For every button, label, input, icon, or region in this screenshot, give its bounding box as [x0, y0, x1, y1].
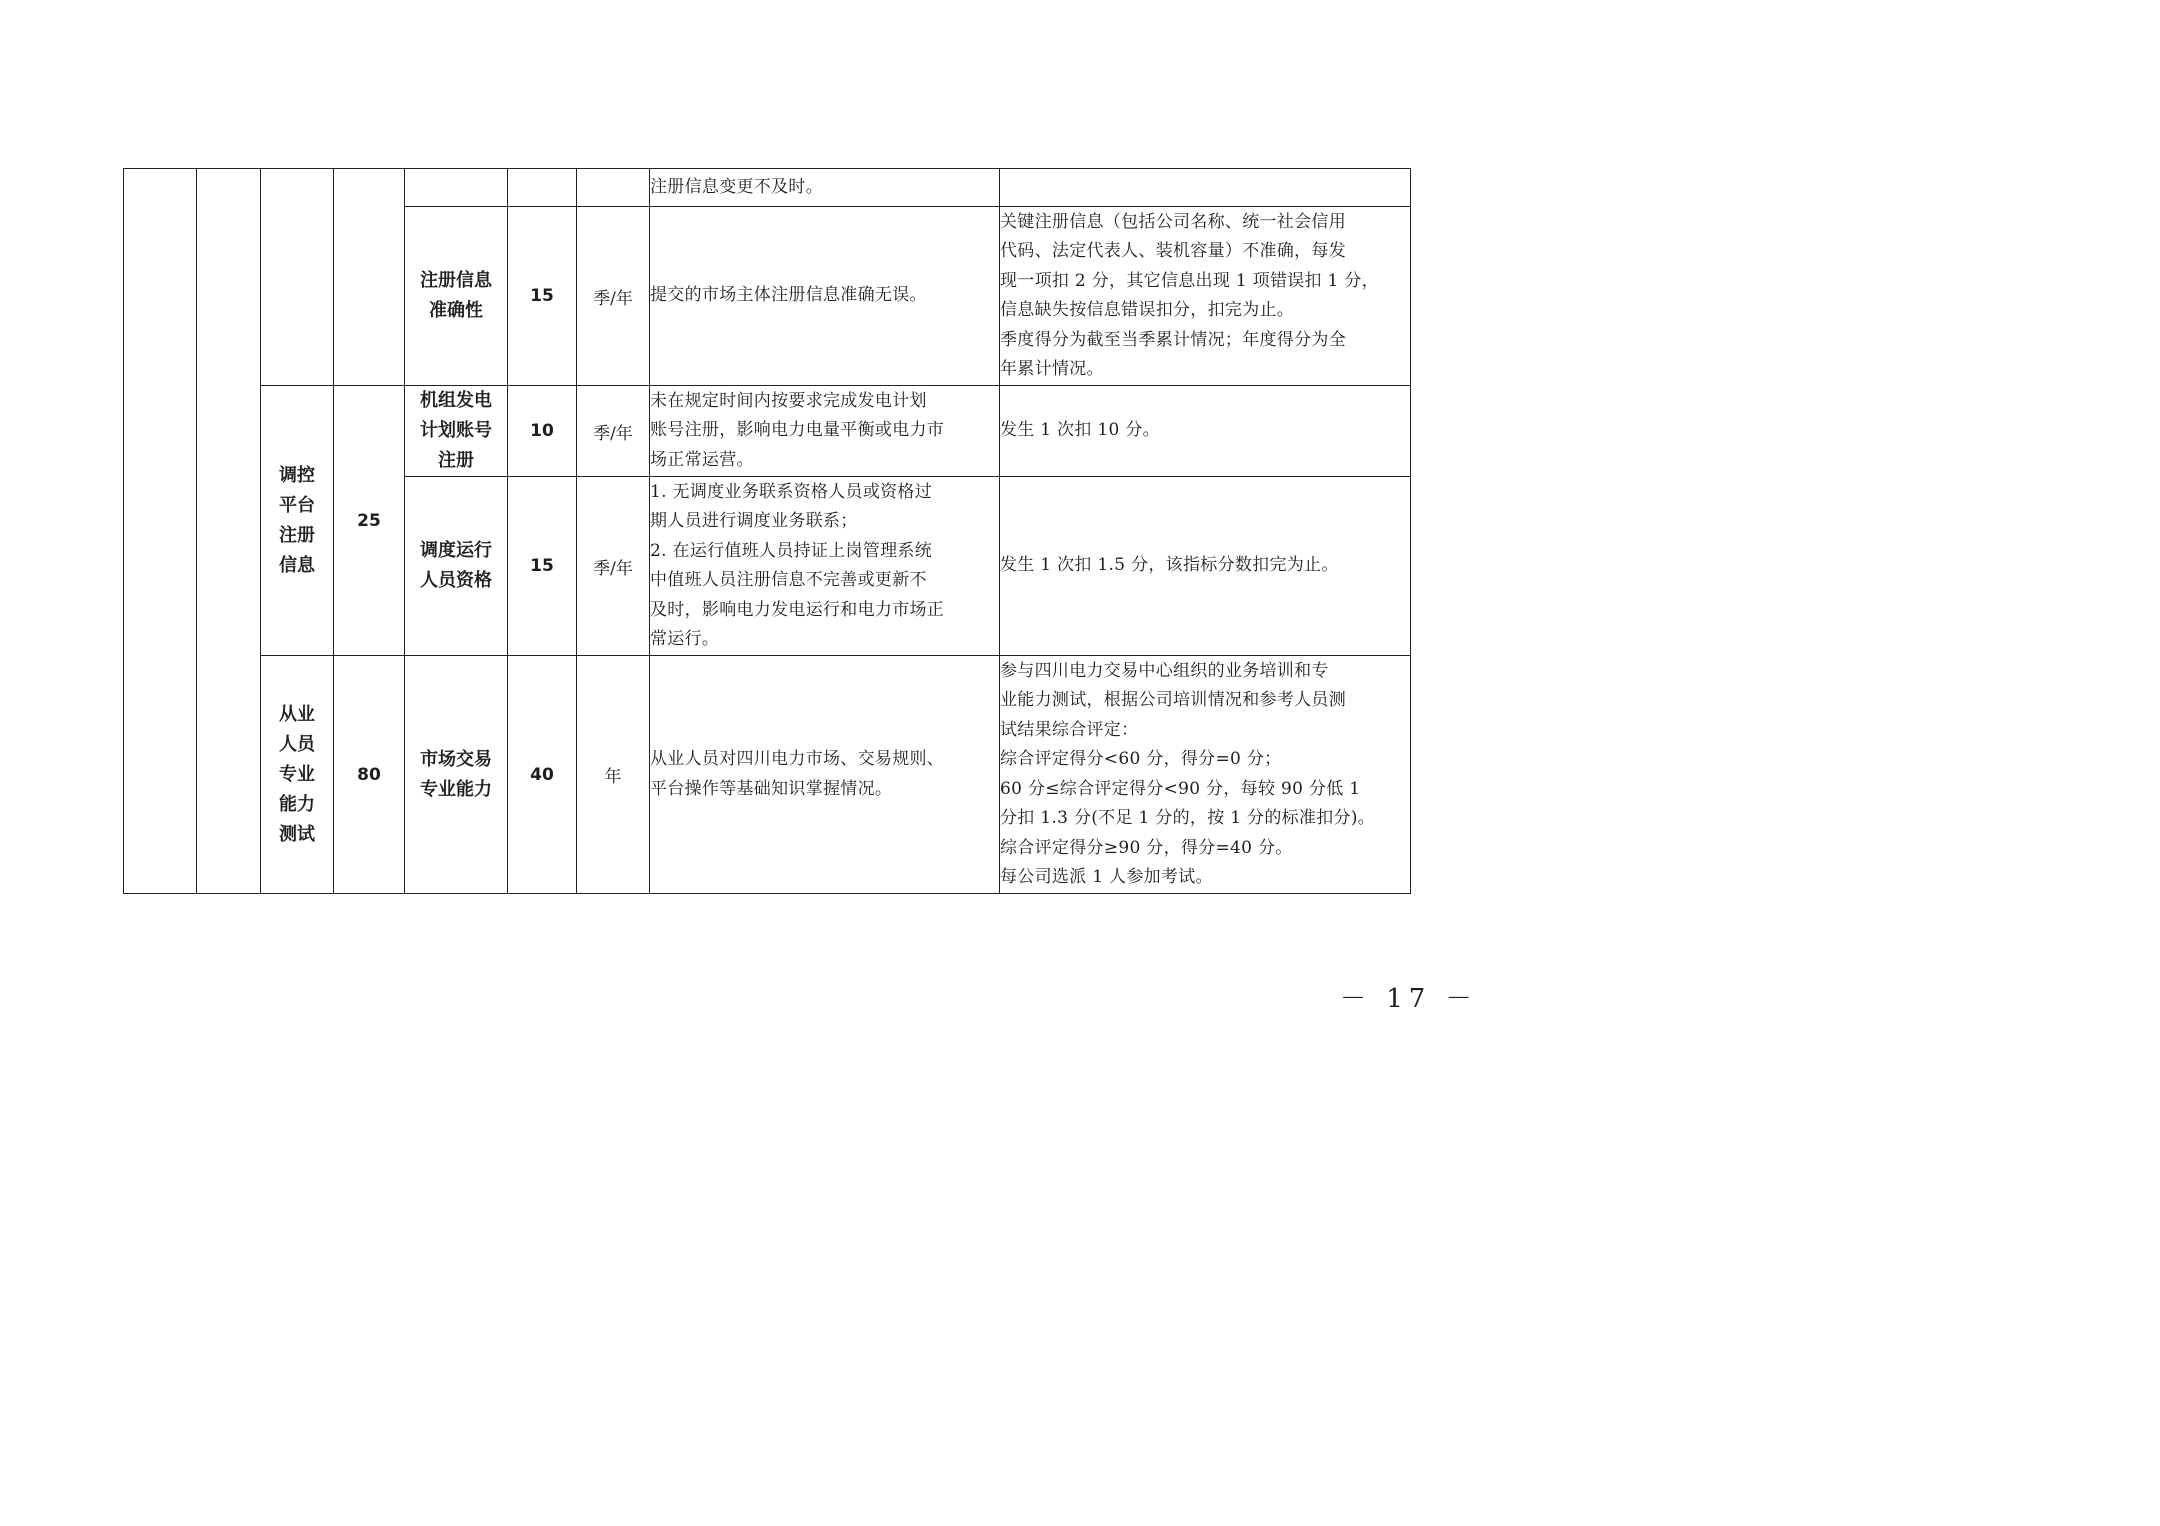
blank-cell: [405, 169, 508, 207]
item-name-cell: [405, 477, 508, 656]
rule-line: 试结果综合评定：: [1000, 719, 1139, 740]
criterion-line: 2. 在运行值班人员持证上岗管理系统: [650, 540, 933, 561]
rule-line: 发生 1 次扣 10 分。: [1000, 420, 1160, 441]
blank-cell-col4: [334, 169, 405, 386]
category-line: 从业: [279, 703, 315, 725]
item-name-cell: [405, 207, 508, 386]
scoring-rule-cell: [1000, 386, 1411, 477]
blank-cell: [577, 169, 650, 207]
criterion-line: 期人员进行调度业务联系；: [650, 511, 858, 531]
rule-line: 代码、法定代表人、装机容量）不准确，每发: [1000, 241, 1346, 261]
criterion-cell: [650, 386, 1000, 477]
rule-line: 现一项扣 2 分，其它信息出现 1 项错误扣 1 分，: [1000, 270, 1379, 291]
rule-line: 发生 1 次扣 1.5 分，该指标分数扣完为止。: [1000, 555, 1339, 576]
criterion-cell: [650, 207, 1000, 386]
blank-cell-col3: [261, 169, 334, 386]
item-name-line: 专业能力: [420, 778, 492, 800]
item-name-line: 调度运行: [420, 540, 492, 561]
category-line: 信息: [279, 554, 315, 576]
blank-cell-col1: [124, 169, 197, 894]
blank-cell: [1000, 169, 1411, 207]
item-score: 15: [508, 207, 577, 386]
category-line: 人员: [279, 733, 315, 755]
item-score: 40: [508, 656, 577, 894]
rule-line: 关键注册信息（包括公司名称、统一社会信用: [1000, 211, 1346, 232]
blank-cell-col2: [197, 169, 261, 894]
rule-line: 综合评定得分<60 分，得分=0 分；: [1000, 749, 1282, 769]
category-score: 25: [334, 386, 405, 656]
criterion-line: 平台操作等基础知识掌握情况。: [650, 778, 893, 799]
period-cell: 季/年: [577, 386, 650, 477]
criterion-line: 及时，影响电力发电运行和电力市场正: [650, 599, 945, 620]
table-row: [124, 656, 1411, 894]
scoring-rule-cell: [1000, 207, 1411, 386]
criterion-line: 常运行。: [650, 629, 720, 649]
criterion-line: 未在规定时间内按要求完成发电计划: [650, 390, 927, 411]
category-line: 专业: [279, 763, 315, 785]
criterion-cell: [650, 169, 1000, 207]
table-row: [124, 386, 1411, 477]
item-score: 10: [508, 386, 577, 477]
item-name-line: 市场交易: [420, 748, 492, 770]
criterion-cell: [650, 656, 1000, 894]
category-line: 平台: [279, 494, 315, 516]
rule-line: 季度得分为截至当季累计情况；年度得分为全: [1000, 329, 1346, 350]
item-name-cell: [405, 386, 508, 477]
criterion-line: 提交的市场主体注册信息准确无误。: [650, 285, 927, 306]
period-cell: 季/年: [577, 207, 650, 386]
rule-line: 分扣 1.3 分(不足 1 分的，按 1 分的标准扣分)。: [1000, 808, 1376, 828]
rule-line: 60 分≤综合评定得分<90 分，每较 90 分低 1: [1000, 778, 1361, 799]
item-name-line: 人员资格: [420, 570, 492, 591]
table-row: [124, 169, 1411, 207]
item-score: 15: [508, 477, 577, 656]
period-cell: 季/年: [577, 477, 650, 656]
category-name-cell: [261, 656, 334, 894]
criterion-line: 场正常运营。: [650, 449, 754, 470]
period-cell: 年: [577, 656, 650, 894]
blank-cell: [508, 169, 577, 207]
criterion-line: 中值班人员注册信息不完善或更新不: [650, 570, 927, 590]
item-name-line: 注册: [438, 450, 474, 471]
category-line: 调控: [279, 464, 315, 486]
category-score: 80: [334, 656, 405, 894]
rule-line: 综合评定得分≥90 分，得分=40 分。: [1000, 837, 1293, 858]
page-number: － 17 －: [1340, 984, 1478, 1014]
item-name-line: 注册信息: [420, 270, 492, 291]
item-name-line: 准确性: [429, 300, 483, 321]
rule-line: 信息缺失按信息错误扣分，扣完为止。: [1000, 300, 1295, 320]
item-name-cell: [405, 656, 508, 894]
scoring-rule-cell: [1000, 656, 1411, 894]
criterion-line: 从业人员对四川电力市场、交易规则、: [650, 749, 945, 769]
item-name-line: 计划账号: [420, 420, 492, 441]
item-name-line: 机组发电: [420, 390, 492, 411]
category-name-cell: [261, 386, 334, 656]
category-line: 能力: [279, 793, 315, 815]
category-line: 测试: [279, 823, 315, 845]
criterion-cell: [650, 477, 1000, 656]
rule-line: 业能力测试，根据公司培训情况和参考人员测: [1000, 690, 1346, 710]
scoring-table: [123, 168, 1411, 894]
category-line: 注册: [279, 524, 315, 546]
criterion-line: 1. 无调度业务联系资格人员或资格过: [650, 481, 933, 502]
rule-line: 每公司选派 1 人参加考试。: [1000, 867, 1213, 887]
criterion-line: 账号注册，影响电力电量平衡或电力市: [650, 420, 945, 441]
rule-line: 参与四川电力交易中心组织的业务培训和专: [1000, 660, 1329, 681]
criterion-text: 注册信息变更不及时。: [650, 176, 823, 197]
rule-line: 年累计情况。: [1000, 359, 1104, 379]
scoring-rule-cell: [1000, 477, 1411, 656]
